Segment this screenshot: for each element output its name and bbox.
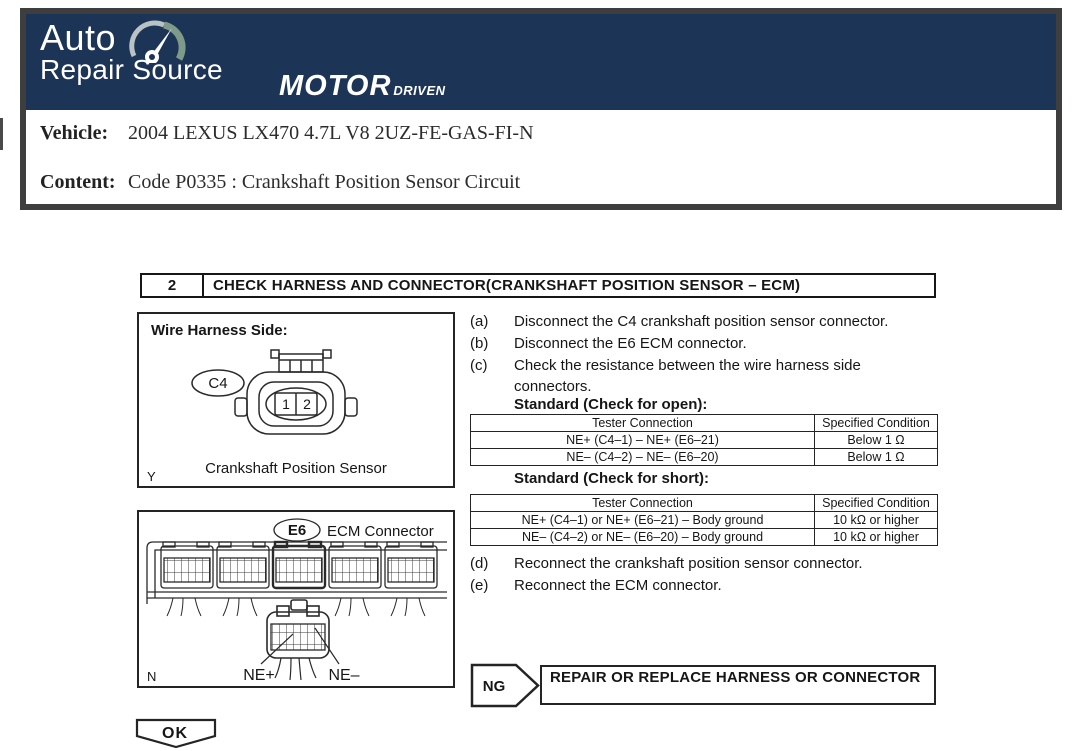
- step-letter: (b): [470, 335, 489, 352]
- wire-box-corner-mark: Y: [147, 469, 156, 484]
- content-value: Code P0335 : Crankshaft Position Sensor Circuit: [128, 171, 521, 193]
- motor-driven-logo: [279, 70, 446, 103]
- table-row: [471, 449, 938, 466]
- procedure-step-d: [470, 553, 940, 574]
- motor-logo-text: MOTOR: [279, 70, 392, 102]
- standard-short-heading: Standard (Check for short):: [514, 470, 710, 487]
- step-title: CHECK HARNESS AND CONNECTOR(CRANKSHAFT POSITION SENSOR – ECM): [213, 276, 801, 294]
- connector-id-e6: E6: [287, 522, 307, 539]
- ecm-connector-title: ECM Connector: [327, 523, 434, 540]
- specified-condition-cell: Below 1 Ω: [815, 449, 938, 466]
- col-tester-connection: Tester Connection: [471, 415, 815, 432]
- ok-label: OK: [162, 725, 188, 742]
- step-text: Reconnect the crankshaft position sensor connector.: [514, 555, 863, 572]
- step-letter: (c): [470, 357, 488, 374]
- driven-logo-text: DRIVEN: [393, 83, 446, 98]
- content-label: Content:: [40, 171, 116, 193]
- ecm-connector-drawing: [139, 512, 453, 686]
- logo-text-repair-source: Repair Source: [40, 54, 223, 85]
- vehicle-value: 2004 LEXUS LX470 4.7L V8 2UZ-FE-GAS-FI-N: [128, 122, 534, 144]
- procedure-step-c: [470, 355, 940, 397]
- wire-harness-caption: Crankshaft Position Sensor: [205, 460, 387, 477]
- app-header: [26, 14, 1056, 110]
- wire-harness-title: Wire Harness Side:: [151, 322, 288, 339]
- wire-harness-diagram-box: [137, 312, 455, 488]
- step-letter: (e): [470, 577, 489, 594]
- check-for-short-table: [470, 494, 938, 546]
- step-text: Disconnect the E6 ECM connector.: [514, 335, 747, 352]
- step-text: Reconnect the ECM connector.: [514, 577, 722, 594]
- table-header-row: [471, 495, 938, 512]
- tester-connection-cell: NE– (C4–2) or NE– (E6–20) – Body ground: [471, 529, 815, 546]
- col-specified-condition: Specified Condition: [815, 415, 938, 432]
- specified-condition-cell: 10 kΩ or higher: [815, 529, 938, 546]
- pin-2-label: 2: [303, 396, 311, 412]
- table-header-row: [471, 415, 938, 432]
- ng-result-shape: [470, 663, 540, 708]
- logo-text-auto: Auto: [40, 17, 117, 58]
- ng-action-box: REPAIR OR REPLACE HARNESS OR CONNECTOR: [540, 665, 936, 705]
- ecm-box-corner-mark: N: [147, 669, 157, 684]
- procedure-step-a: [470, 311, 940, 332]
- specified-condition-cell: Below 1 Ω: [815, 432, 938, 449]
- vehicle-info-panel: [26, 110, 1056, 204]
- check-for-open-table: [470, 414, 938, 466]
- step-text: Check the resistance between the wire harness side connectors.: [514, 357, 861, 395]
- tester-connection-cell: NE– (C4–2) – NE– (E6–20): [471, 449, 815, 466]
- specified-condition-cell: 10 kΩ or higher: [815, 512, 938, 529]
- table-row: [471, 529, 938, 546]
- header-frame: [20, 8, 1062, 210]
- auto-repair-source-logo[interactable]: [40, 19, 223, 85]
- step-letter: (d): [470, 555, 489, 572]
- ok-result-shape: [135, 718, 217, 750]
- pin-1-label: 1: [282, 396, 290, 412]
- scan-artifact: [0, 118, 3, 150]
- step-letter: (a): [470, 313, 489, 330]
- tester-connection-cell: NE+ (C4–1) – NE+ (E6–21): [471, 432, 815, 449]
- ng-label: NG: [482, 678, 506, 695]
- ecm-connector-diagram-box: [137, 510, 455, 688]
- table-row: [471, 512, 938, 529]
- crankshaft-sensor-connector-drawing: [139, 342, 453, 458]
- content-row: [40, 171, 1056, 194]
- tester-connection-cell: NE+ (C4–1) or NE+ (E6–21) – Body ground: [471, 512, 815, 529]
- procedure-step-b: [470, 333, 940, 354]
- step-text: Disconnect the C4 crankshaft position sensor connector.: [514, 313, 889, 330]
- ne-plus-label: NE+: [243, 667, 275, 684]
- procedure-step-e: [470, 575, 940, 596]
- col-tester-connection: Tester Connection: [471, 495, 815, 512]
- vehicle-label: Vehicle:: [40, 122, 109, 144]
- connector-id-c4: C4: [208, 375, 228, 392]
- step-number: 2: [142, 275, 204, 296]
- step-header: [140, 273, 936, 298]
- vehicle-row: [40, 122, 1056, 145]
- col-specified-condition: Specified Condition: [815, 495, 938, 512]
- table-row: [471, 432, 938, 449]
- ne-minus-label: NE–: [328, 667, 360, 684]
- standard-open-heading: Standard (Check for open):: [514, 396, 708, 413]
